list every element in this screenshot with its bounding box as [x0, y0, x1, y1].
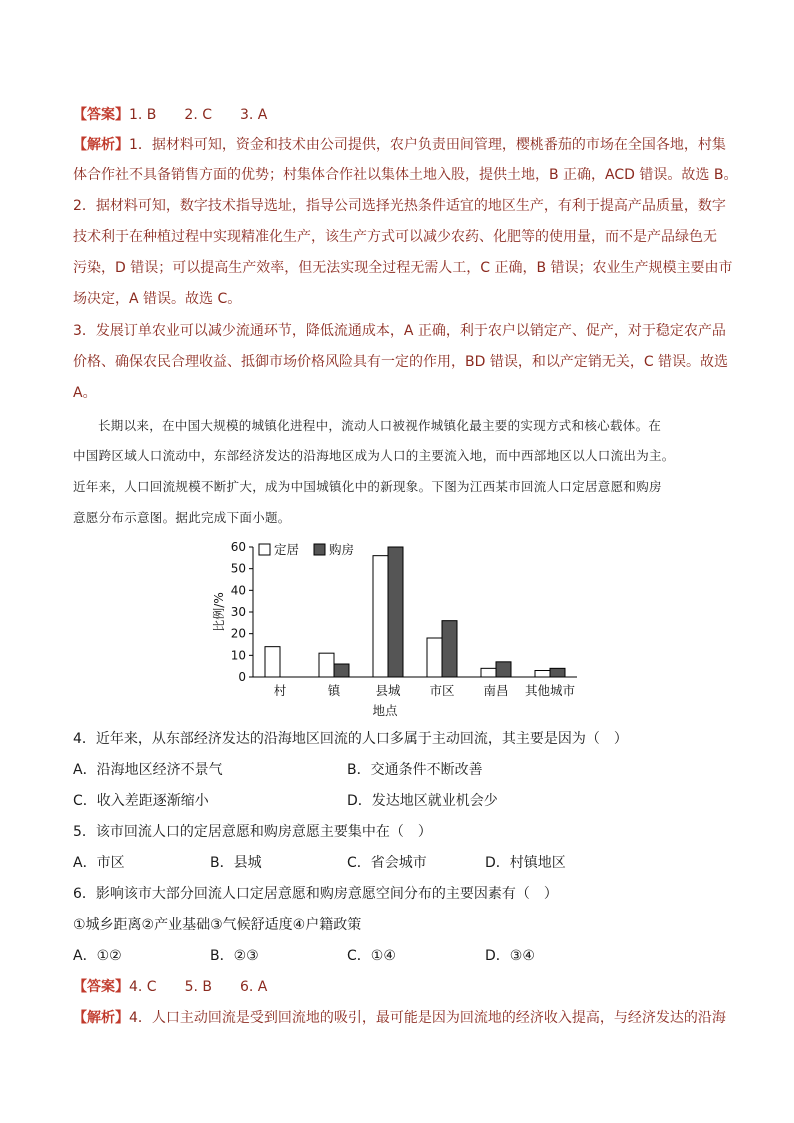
q6-option-c[interactable]: C．①④ [347, 948, 396, 964]
q4-option-b[interactable]: B．交通条件不断改善 [347, 762, 483, 778]
q4-stem: 4．近年来，从东部经济发达的沿海地区回流的人口多属于主动回流，其主要是因为（ ） [73, 731, 628, 747]
analysis-line [73, 134, 726, 154]
analysis-text: 体合作社不具备销售方面的优势；村集体合作社以集体土地入股，提供土地，B 正确，ACD 错误。故选 B。 [73, 167, 738, 183]
answer-line-1 [73, 104, 267, 124]
answer-label: 【答案】 [73, 979, 129, 995]
bar-定居-村 [265, 647, 280, 677]
analysis-text: 技术利于在种植过程中实现精准化生产，该生产方式可以减少农药、化肥等的使用量，而不是产品绿色无 [73, 229, 717, 245]
bar-定居-市区 [427, 638, 442, 677]
bar-购房-南昌 [496, 662, 511, 677]
q5-option-d[interactable]: D．村镇地区 [485, 855, 566, 871]
bar-定居-其他城市 [535, 671, 550, 678]
x-tick-label: 村 [273, 683, 287, 698]
analysis-text: 1．据材料可知，资金和技术由公司提供，农户负责田间管理，樱桃番茄的市场在全国各地，村集 [129, 137, 726, 153]
q5-option-a[interactable]: A．市区 [73, 855, 125, 871]
bar-购房-县城 [388, 547, 403, 677]
bar-chart [0, 535, 794, 725]
legend-label: 购房 [329, 542, 355, 557]
analysis-text: 3．发展订单农业可以减少流通环节，降低流通成本，A 正确，利于农户以销定产、促产，对于稳定农产品 [73, 323, 726, 339]
q6-option-d[interactable]: D．③④ [485, 948, 535, 964]
legend-swatch-定居 [259, 544, 270, 555]
analysis-label: 【解析】 [73, 1010, 129, 1026]
x-tick-label: 其他城市 [524, 683, 576, 698]
y-tick-label: 60 [230, 540, 246, 554]
q6-option-b[interactable]: B．②③ [210, 948, 259, 964]
y-tick-label: 50 [230, 561, 246, 576]
bar-定居-县城 [373, 556, 388, 677]
passage-line: 中国跨区域人口流动中，东部经济发达的沿海地区成为人口的主要流入地，而中西部地区以人口流出为主。 [73, 448, 675, 463]
q4-option-c[interactable]: C．收入差距逐渐缩小 [73, 793, 209, 809]
analysis-text: 场决定，A 错误。故选 C。 [73, 291, 242, 307]
passage-line: 意愿分布示意图。据此完成下面小题。 [73, 510, 291, 525]
answer-text: 4. C 5. B 6. A [129, 979, 268, 995]
bar-定居-镇 [319, 653, 334, 677]
x-tick-label: 市区 [429, 683, 455, 698]
answer-label: 【答案】 [73, 107, 129, 123]
answer-text: 1. B 2. C 3. A [129, 107, 268, 123]
legend-label: 定居 [274, 542, 300, 557]
x-axis-label: 地点 [372, 703, 398, 718]
answer-line-2 [73, 976, 267, 996]
analysis-text: 2．据材料可知，数字技术指导选址，指导公司选择光热条件适宜的地区生产，有利于提高产品质量，数字 [73, 198, 726, 214]
analysis-text: 价格、确保农民合理收益、抵御市场价格风险具有一定的作用，BD 错误，和以产定销无关，C 错误。故选 [73, 354, 729, 370]
bar-定居-南昌 [481, 668, 496, 677]
q5-option-b[interactable]: B．县城 [210, 855, 262, 871]
analysis-text: 污染，D 错误；可以提高生产效率，但无法实现全过程无需人工，C 正确，B 错误；农业生产规模主要由市 [73, 260, 733, 276]
q5-option-c[interactable]: C．省会城市 [347, 855, 427, 871]
q4-option-a[interactable]: A．沿海地区经济不景气 [73, 762, 223, 778]
y-tick-label: 30 [230, 605, 246, 619]
analysis-text: 4．人口主动回流是受到回流地的吸引，最可能是因为回流地的经济收入提高，与经济发达的沿海 [129, 1010, 726, 1026]
bar-购房-镇 [334, 664, 349, 677]
y-tick-label: 10 [230, 648, 246, 663]
legend-swatch-购房 [314, 544, 325, 555]
y-tick-label: 0 [238, 670, 246, 684]
x-tick-label: 镇 [327, 683, 341, 698]
passage-line: 近年来，人口回流规模不断扩大，成为中国城镇化中的新现象。下图为江西某市回流人口定居意愿和购房 [73, 479, 662, 494]
analysis-line-2 [73, 1007, 726, 1027]
x-tick-label: 县城 [375, 683, 401, 698]
q6-option-a[interactable]: A．①② [73, 948, 122, 964]
passage-line: 长期以来，在中国大规模的城镇化进程中，流动人口被视作城镇化最主要的实现方式和核心载体。在 [98, 418, 662, 433]
bar-购房-市区 [442, 621, 457, 677]
q4-option-d[interactable]: D．发达地区就业机会少 [347, 793, 498, 809]
analysis-label: 【解析】 [73, 137, 129, 153]
x-tick-label: 南昌 [483, 683, 509, 698]
bar-购房-其他城市 [550, 668, 565, 677]
y-axis-label: 比例/% [212, 592, 226, 632]
y-tick-label: 40 [230, 583, 246, 598]
analysis-text: A。 [73, 385, 97, 401]
y-tick-label: 20 [230, 626, 246, 641]
q6-factors: ①城乡距离②产业基础③气候舒适度④户籍政策 [73, 917, 362, 933]
q5-stem: 5．该市回流人口的定居意愿和购房意愿主要集中在（ ） [73, 824, 432, 840]
q6-stem: 6．影响该市大部分回流人口定居意愿和购房意愿空间分布的主要因素有（ ） [73, 886, 558, 902]
